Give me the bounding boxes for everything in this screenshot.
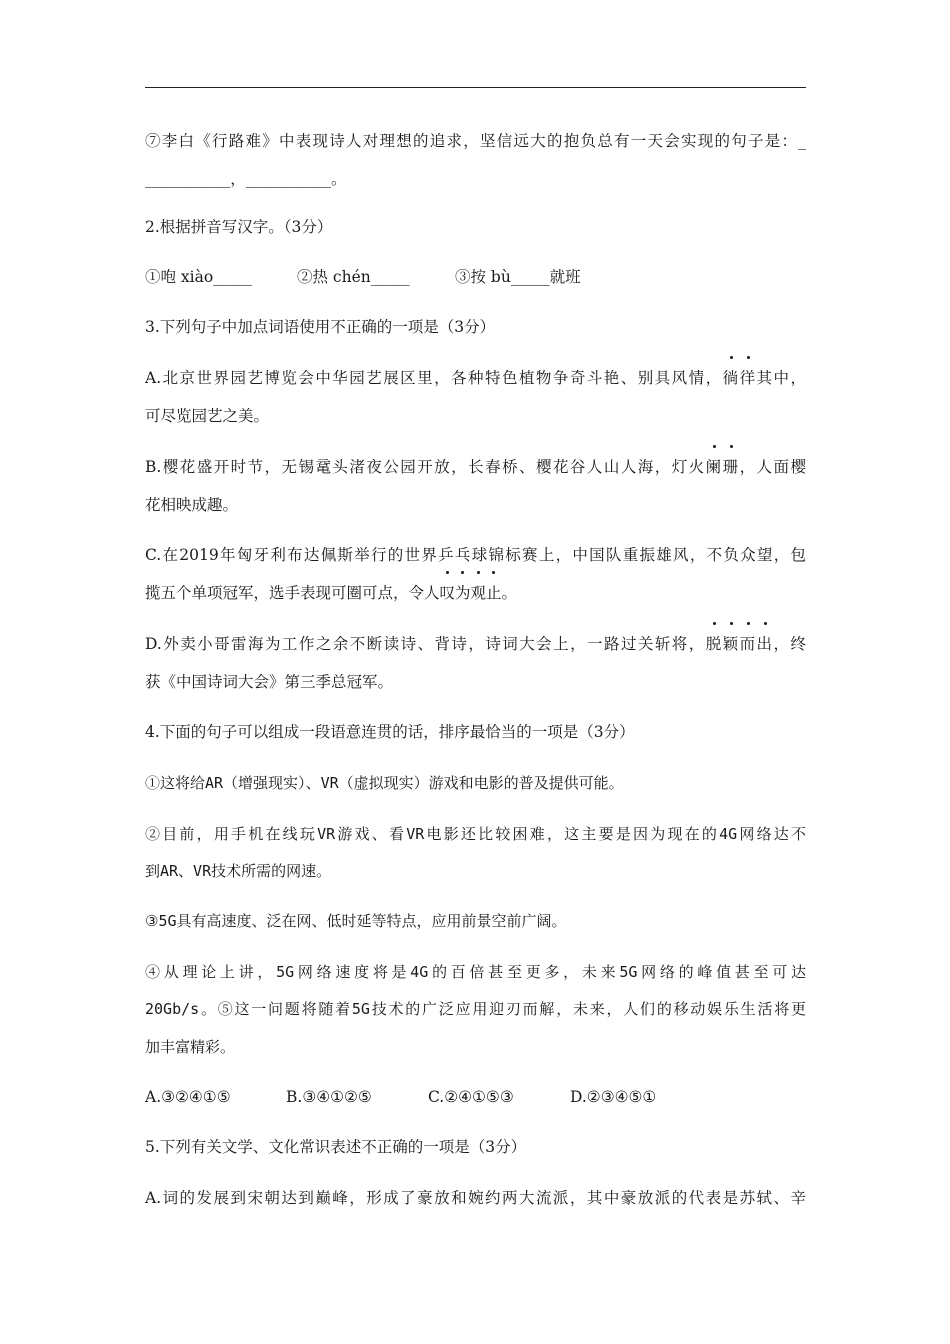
q3-d-emphasis: 脱颖而出 — [706, 635, 774, 653]
emphasis-dots — [706, 622, 774, 625]
q3-title: 3.下列句子中加点词语使用不正确的一项是（3分） — [145, 318, 496, 336]
q1-item7-line2: ___________，___________。 — [145, 170, 347, 188]
q4-sentence-4-line1: ④从理论上讲，5G网络速度将是4G的百倍甚至更多，未来5G网络的峰值甚至可达 — [145, 963, 806, 981]
q2-title: 2.根据拼音写汉字。（3分） — [145, 218, 333, 236]
q3-a-pre: A.北京世界园艺博览会中华园艺展区里，各种特色植物争奇斗艳、别具风情， — [145, 369, 723, 387]
header-rule — [145, 87, 806, 88]
q3-c-emphasis: 叹为观止 — [440, 584, 502, 602]
emphasis-dots — [706, 445, 740, 448]
q3-option-a-line2: 可尽览园艺之美。 — [145, 407, 270, 425]
q3-option-c-line1: C.在2019年匈牙利布达佩斯举行的世界乒乓球锦标赛上，中国队重振雄风，不负众望，包 — [145, 546, 806, 564]
q3-option-b-line2: 花相映成趣。 — [145, 496, 239, 514]
q3-option-d-line1 — [145, 634, 806, 654]
q2-item-2: ②热 chén_____ — [297, 268, 410, 286]
q5-option-a-line1: A.词的发展到宋朝达到巅峰，形成了豪放和婉约两大流派，其中豪放派的代表是苏轼、辛 — [145, 1189, 806, 1207]
q3-c-post: 。 — [501, 584, 518, 602]
q3-option-d-line2: 获《中国诗词大会》第三季总冠军。 — [145, 673, 394, 691]
q4-sentence-4-line2: 20Gb/s。⑤这一问题将随着5G技术的广泛应用迎刃而解，未来，人们的移动娱乐生活将更 — [145, 1000, 806, 1018]
q2-item-3: ③按 bù_____就班 — [455, 268, 581, 286]
q3-option-a-line1 — [145, 368, 806, 388]
emphasis-dots — [723, 356, 757, 359]
q4-title: 4.下面的句子可以组成一段语意连贯的话，排序最恰当的一项是（3分） — [145, 723, 635, 741]
q2-items — [145, 267, 581, 287]
q3-b-pre: B.樱花盛开时节，无锡鼋头渚夜公园开放，长春桥、樱花谷人山人海，灯火 — [145, 458, 706, 476]
q4-options — [145, 1087, 656, 1107]
q3-b-post: ，人面樱 — [739, 458, 806, 476]
q4-sentence-1: ①这将给AR（增强现实）、VR（虚拟现实）游戏和电影的普及提供可能。 — [145, 774, 624, 792]
q5-title: 5.下列有关文学、文化常识表述不正确的一项是（3分） — [145, 1138, 527, 1156]
q4-option-a: A.③②④①⑤ — [145, 1088, 231, 1106]
q4-sentence-2-line1: ②目前，用手机在线玩VR游戏、看VR电影还比较困难，这主要是因为现在的4G网络达不 — [145, 825, 806, 843]
q3-option-c-line2 — [145, 583, 517, 603]
q4-option-c: C.②④①⑤③ — [428, 1088, 514, 1106]
q3-option-b-line1 — [145, 457, 806, 477]
q3-a-post: 其中， — [756, 369, 806, 387]
q4-option-b: B.③④①②⑤ — [286, 1088, 372, 1106]
q1-item7-line1: ⑦李白《行路难》中表现诗人对理想的追求，坚信远大的抱负总有一天会实现的句子是：_ — [145, 132, 806, 150]
q3-c-pre: 揽五个单项冠军，选手表现可圈可点，令人 — [145, 584, 440, 602]
q3-d-post: ，终 — [773, 635, 806, 653]
q3-a-emphasis: 徜徉 — [723, 369, 757, 387]
q3-b-emphasis: 阑珊 — [706, 458, 740, 476]
q4-sentence-4-line3: 加丰富精彩。 — [145, 1038, 236, 1056]
q4-sentence-3: ③5G具有高速度、泛在网、低时延等特点，应用前景空前广阔。 — [145, 912, 567, 930]
q4-sentence-2-line2: 到AR、VR技术所需的网速。 — [145, 862, 332, 880]
q3-d-pre: D.外卖小哥雷海为工作之余不断读诗、背诗，诗词大会上，一路过关斩将， — [145, 635, 706, 653]
emphasis-dots — [440, 571, 502, 574]
q4-option-d: D.②③④⑤① — [570, 1088, 657, 1106]
q2-item-1: ①咆 xiào_____ — [145, 268, 252, 286]
